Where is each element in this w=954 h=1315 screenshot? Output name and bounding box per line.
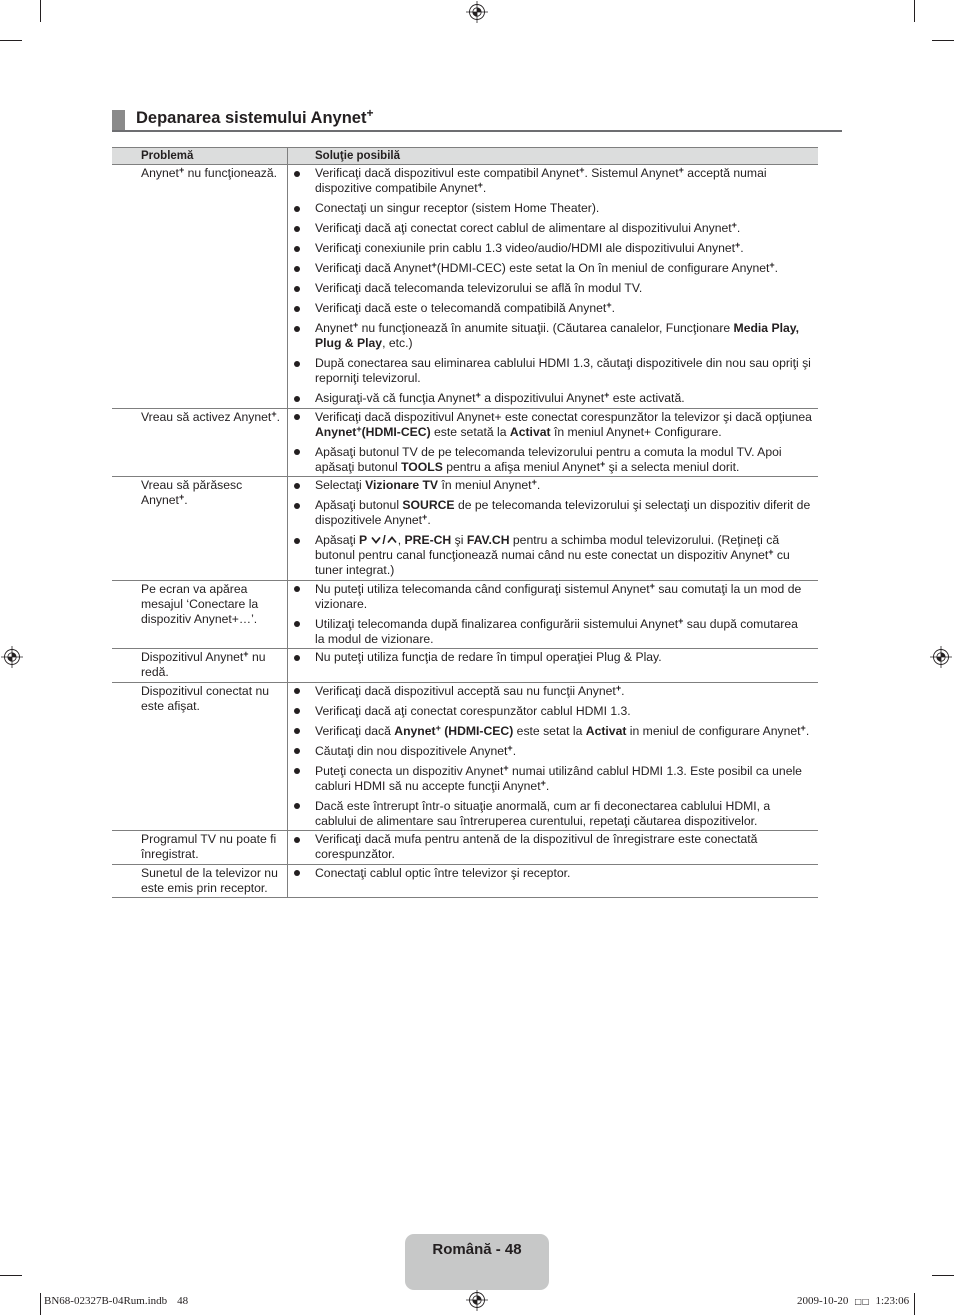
superscript-plus: + <box>422 512 428 522</box>
bullet-icon <box>294 483 300 489</box>
solution-item <box>288 241 818 256</box>
text-line <box>315 779 818 794</box>
solution-item <box>288 684 818 699</box>
text-run: . <box>736 221 741 235</box>
registration-mark-icon <box>466 1 488 23</box>
superscript-plus: + <box>606 300 612 310</box>
chevron-up-icon <box>387 536 397 544</box>
text-line <box>141 597 287 612</box>
text-run: Anynet <box>141 493 179 507</box>
text-run: Dacă este întrerupt într-o situaţie anormală, cum ar fi deconectarea cablului HDMI, a <box>315 798 771 813</box>
text-run: este setat la <box>513 723 586 738</box>
text-run: Apăsaţi butonul TV de pe telecomanda televizorului pentru a comuta la modul TV. Apoi <box>315 444 782 459</box>
text-line <box>315 460 818 475</box>
text-run: nu funcţionează în anumite situaţii. (Căutarea canalelor, Funcţionare <box>358 321 734 335</box>
text-run: acceptă numai <box>683 166 767 180</box>
superscript-plus: + <box>678 615 684 626</box>
text-run: . <box>482 181 487 195</box>
text-run: înregistrat. <box>141 847 199 861</box>
solution-item <box>288 617 818 647</box>
text-run: Verificaţi dacă mufa pentru antenă de la dispozitivul de înregistrare este conectată <box>315 832 758 846</box>
superscript-plus: + <box>735 240 741 250</box>
superscript-plus: + <box>352 320 359 330</box>
text-run: Căutaţi din nou dispozitivele Anynet <box>315 743 508 758</box>
text-line <box>141 493 287 508</box>
table-header <box>112 148 818 165</box>
text-line <box>315 799 818 814</box>
chevron-down-icon <box>371 536 381 544</box>
text-run: . Sistemul Anynet <box>584 166 679 180</box>
text-line <box>315 866 818 881</box>
text-run: . <box>774 261 779 275</box>
text-line <box>141 832 287 847</box>
text-run: Dispozitivul Anynet <box>141 650 244 664</box>
text-run: Verificaţi dacă aţi conectat corect cablul de alimentare al dispozitivului Anynet <box>315 221 732 235</box>
superscript-plus: + <box>731 220 737 230</box>
text-run: redă. <box>141 665 169 679</box>
solution-item <box>288 498 818 528</box>
text-run: Verificaţi conexiunile prin cablu 1.3 video/audio/HDMI ale dispozitivului Anynet <box>315 241 736 255</box>
text-run: tuner integrat.) <box>315 563 395 577</box>
text-run: dispozitiv Anynet+…’. <box>141 611 258 626</box>
text-run: Nu puteţi utiliza telecomanda când configuraţi sistemul Anynet <box>315 581 650 596</box>
text-run: corespunzător. <box>315 847 395 861</box>
solution-item <box>288 744 818 759</box>
bullet-icon <box>294 870 300 876</box>
text-line <box>315 832 818 847</box>
text-line <box>315 391 818 406</box>
text-line <box>315 301 818 316</box>
text-line <box>141 166 287 181</box>
superscript-plus: + <box>475 390 481 400</box>
text-run: a dispozitivului Anynet <box>480 391 605 405</box>
text-line <box>315 321 818 336</box>
superscript-plus: + <box>768 547 774 557</box>
bullet-icon <box>294 226 300 232</box>
text-run: de pe telecomanda televizorului şi selectaţi un dispozitiv diferit de <box>454 498 811 512</box>
crop-mark <box>0 40 22 41</box>
text-line <box>141 665 287 680</box>
problem-cell <box>112 831 287 864</box>
text-run: vizionare. <box>315 596 368 611</box>
bold-text: Plug & Play <box>315 336 383 350</box>
solution-item <box>288 281 818 296</box>
table-row <box>112 683 818 832</box>
text-run: Verificaţi dacă dispozitivul Anynet+ este conectat corespunzător la televizor şi dacă opţiunea <box>315 409 812 424</box>
solution-item <box>288 356 818 386</box>
text-line <box>315 410 818 425</box>
superscript-plus: + <box>540 777 546 788</box>
text-run: Vreau să activez Anynet <box>141 409 272 424</box>
page-title <box>136 107 373 129</box>
superscript-plus: + <box>615 682 622 693</box>
solution-item <box>288 166 818 196</box>
text-run: pentru a afişa meniul Anynet <box>442 459 601 474</box>
text-line <box>315 425 818 440</box>
solution-cell <box>287 649 818 682</box>
superscript-plus: + <box>604 390 610 400</box>
text-run: Anynet <box>315 321 353 335</box>
text-line <box>315 221 818 236</box>
text-run: Verificaţi dacă telecomanda televizorului se află în modul TV. <box>315 281 643 295</box>
crop-mark <box>932 1275 954 1276</box>
crop-mark <box>914 0 915 22</box>
page-title-superscript: + <box>366 106 374 120</box>
bold-text: Media Play, <box>733 321 800 335</box>
text-run: . <box>536 478 541 492</box>
text-line <box>315 513 818 528</box>
text-line <box>141 582 287 597</box>
bullet-icon <box>294 206 300 212</box>
imprint-file: BN68-02327B-04Rum.indb <box>44 1295 168 1307</box>
superscript-plus: + <box>649 580 655 591</box>
solution-item <box>288 764 818 794</box>
bold-text: Vizionare TV <box>365 478 439 492</box>
text-run: Apăsaţi <box>315 533 360 547</box>
title-rule <box>112 130 842 132</box>
superscript-plus: + <box>678 165 684 175</box>
bullet-icon <box>294 396 300 402</box>
troubleshooting-table <box>112 147 818 898</box>
imprint-page: 48 <box>177 1295 189 1307</box>
superscript-plus: + <box>503 762 509 773</box>
solution-cell <box>287 409 818 477</box>
crop-mark <box>40 0 41 22</box>
crop-mark <box>932 40 954 41</box>
text-run: . <box>184 493 188 507</box>
text-line <box>315 764 818 779</box>
text-run: Puteţi conecta un dispozitiv Anynet <box>315 763 504 778</box>
problem-cell <box>112 683 287 831</box>
solution-item <box>288 445 818 475</box>
text-line <box>141 881 287 896</box>
text-line <box>315 548 818 563</box>
text-line <box>315 582 818 597</box>
superscript-plus: + <box>271 408 277 419</box>
text-line <box>315 371 818 386</box>
bold-text: / <box>382 533 386 547</box>
bullet-icon <box>294 768 300 774</box>
bullet-icon <box>294 538 300 544</box>
problem-cell <box>112 409 287 477</box>
text-run: dispozitive compatibile Anynet <box>315 181 478 195</box>
text-run: Anynet <box>141 166 179 180</box>
text-line <box>315 241 818 256</box>
bullet-icon <box>294 586 300 592</box>
bullet-icon <box>294 361 300 367</box>
solution-cell <box>287 477 818 580</box>
crop-mark <box>40 1293 41 1315</box>
solution-item <box>288 724 818 739</box>
superscript-plus: + <box>431 260 437 270</box>
header-problem: Problemă <box>141 150 194 162</box>
bold-text: (HDMI-CEC) <box>361 424 431 439</box>
header-solution: Soluţie posibilă <box>287 148 818 164</box>
problem-cell <box>112 477 287 580</box>
text-line <box>141 478 287 493</box>
bullet-icon <box>294 621 300 627</box>
table-row <box>112 477 818 581</box>
text-line <box>141 866 287 881</box>
superscript-plus: + <box>579 165 585 175</box>
imprint-time: 1:23:06 <box>875 1295 910 1307</box>
text-run: este setată la <box>430 424 510 439</box>
solution-item <box>288 582 818 612</box>
imprint-glyphs: □□ <box>854 1297 870 1306</box>
text-run: numai utilizând cablul HDMI 1.3. Este posibil ca unele <box>508 763 802 778</box>
solution-item <box>288 201 818 216</box>
text-run: , <box>397 533 405 547</box>
bullet-icon <box>294 326 300 332</box>
bold-text: P <box>359 533 371 547</box>
superscript-plus: + <box>800 722 806 733</box>
text-line <box>315 847 818 862</box>
text-line <box>141 847 287 862</box>
text-line <box>315 744 818 759</box>
text-run: Apăsaţi butonul <box>315 498 403 512</box>
bullet-icon <box>294 708 300 714</box>
imprint-file-line <box>44 1294 188 1308</box>
title-marker <box>112 110 125 131</box>
table-row <box>112 865 818 899</box>
registration-mark-icon <box>930 646 952 668</box>
crop-mark <box>914 1293 915 1315</box>
text-line <box>141 410 287 425</box>
text-run: este activată. <box>609 391 685 405</box>
text-run: Verificaţi dacă <box>315 723 395 738</box>
solution-cell <box>287 683 818 831</box>
text-run: . <box>805 723 810 738</box>
text-run: cablului de alimentare sau întreruperea curentului, repetaţi căutarea dispozitivelor. <box>315 813 758 828</box>
bullet-icon <box>294 171 300 177</box>
crop-mark <box>0 1275 22 1276</box>
text-run: mesajul ‘Conectare la <box>141 596 259 611</box>
bold-text: (HDMI-CEC) <box>440 723 514 738</box>
bold-text: Anynet <box>394 723 436 738</box>
bullet-icon <box>294 837 300 843</box>
text-line <box>315 356 818 371</box>
superscript-plus: + <box>600 458 606 469</box>
page-title-text: Depanarea sistemului Anynet <box>136 109 367 127</box>
solution-item <box>288 704 818 719</box>
text-line <box>315 563 818 578</box>
text-line <box>315 617 818 632</box>
text-run: Verificaţi dacă dispozitivul acceptă sau nu funcţii Anynet <box>315 683 616 698</box>
text-line <box>315 261 818 276</box>
page-number-label: Română - 48 <box>432 1241 522 1258</box>
solution-item <box>288 866 818 881</box>
bold-text: SOURCE <box>402 498 455 512</box>
text-run: Conectaţi un singur receptor (sistem Home Theater). <box>315 201 600 215</box>
bullet-icon <box>294 306 300 312</box>
text-run: şi <box>451 533 467 547</box>
solution-item <box>288 301 818 316</box>
superscript-plus: + <box>531 477 537 487</box>
text-run: este emis prin receptor. <box>141 880 268 895</box>
text-run: în meniul Anynet <box>438 478 532 492</box>
text-run: . <box>545 778 550 793</box>
table-body <box>112 165 818 898</box>
text-line <box>315 650 818 665</box>
problem-cell <box>112 649 287 682</box>
text-run: Conectaţi cablul optic între televizor şi receptor. <box>315 865 571 880</box>
text-run: . <box>512 743 517 758</box>
solution-cell <box>287 831 818 864</box>
text-run: dispozitivele Anynet <box>315 513 423 527</box>
text-run: . <box>427 513 431 527</box>
bullet-icon <box>294 503 300 509</box>
bullet-icon <box>294 803 300 809</box>
imprint-date: 2009-10-20 <box>797 1295 849 1307</box>
solution-item <box>288 321 818 351</box>
problem-cell <box>112 865 287 898</box>
text-line <box>315 597 818 612</box>
bold-text: Activat <box>585 723 627 738</box>
text-run: (HDMI-CEC) este setat la On în meniul de configurare Anynet <box>436 261 770 275</box>
text-run: . <box>621 683 625 698</box>
bullet-icon <box>294 414 300 420</box>
bullet-icon <box>294 728 300 734</box>
superscript-plus: + <box>477 180 483 190</box>
solution-cell <box>287 865 818 898</box>
text-run: pentru a schimba modul televizorului. (Reţineţi că <box>509 533 780 547</box>
text-run: Verificaţi dacă este o telecomandă compatibilă Anynet <box>315 301 607 315</box>
registration-mark-icon <box>466 1289 488 1311</box>
bullet-icon <box>294 246 300 252</box>
text-run: , etc.) <box>382 336 413 350</box>
solution-cell <box>287 165 818 408</box>
text-run: Programul TV nu poate fi <box>141 832 277 846</box>
bullet-icon <box>294 449 300 455</box>
text-line <box>315 632 818 647</box>
text-run: După conectarea sau eliminarea cablului HDMI 1.3, căutaţi dispozitivele din nou sau opriţi şi <box>315 356 811 370</box>
superscript-plus: + <box>178 165 185 175</box>
text-run: Nu puteţi utiliza funcţia de redare în timpul operaţiei Plug & Play. <box>315 650 662 664</box>
text-line <box>315 478 818 493</box>
text-line <box>315 814 818 829</box>
text-run: Sunetul de la televizor nu <box>141 865 278 880</box>
bullet-icon <box>294 748 300 754</box>
solution-cell <box>287 581 818 649</box>
table-row <box>112 409 818 478</box>
solution-item <box>288 478 818 493</box>
text-run: Verificaţi dacă Anynet <box>315 261 432 275</box>
bullet-icon <box>294 655 300 661</box>
solution-item <box>288 533 818 578</box>
text-run: şi a selecta meniul dorit. <box>605 459 740 474</box>
text-run: este afişat. <box>141 698 200 713</box>
bullet-icon <box>294 286 300 292</box>
solution-item <box>288 799 818 829</box>
problem-cell <box>112 581 287 649</box>
text-line <box>315 445 818 460</box>
text-line <box>141 650 287 665</box>
text-line <box>315 704 818 719</box>
text-run: in meniul de configurare Anynet <box>626 723 801 738</box>
text-run: Verificaţi dacă aţi conectat corespunzător cablul HDMI 1.3. <box>315 703 631 718</box>
text-line <box>315 684 818 699</box>
text-run: Utilizaţi telecomanda după finalizarea configurării sistemului Anynet <box>315 616 679 631</box>
table-row <box>112 581 818 650</box>
problem-cell <box>112 165 287 408</box>
registration-mark-icon <box>1 646 23 668</box>
superscript-plus: + <box>507 742 513 753</box>
text-run: Vreau să părăsesc <box>141 478 243 492</box>
solution-item <box>288 832 818 862</box>
superscript-plus: + <box>178 492 185 502</box>
superscript-plus: + <box>243 649 249 659</box>
text-run: butonul pentru canal funcţionează numai când nu este conectat un dispozitiv Anynet <box>315 548 769 562</box>
solution-item <box>288 410 818 440</box>
text-run: cu <box>773 548 790 562</box>
table-row <box>112 165 818 409</box>
text-line <box>141 612 287 627</box>
solution-item <box>288 391 818 406</box>
superscript-plus: + <box>435 722 441 733</box>
bold-text: Anynet <box>315 424 357 439</box>
text-run: Dispozitivul conectat nu <box>141 683 270 698</box>
text-line <box>315 498 818 513</box>
text-run: . <box>740 241 744 255</box>
solution-item <box>288 221 818 236</box>
text-run: reporniţi televizorul. <box>315 371 421 385</box>
text-run: . <box>611 301 615 315</box>
bold-text: PRE-CH <box>404 533 452 547</box>
superscript-plus: + <box>356 423 362 434</box>
text-line <box>315 724 818 739</box>
solution-item <box>288 261 818 276</box>
text-run: Verificaţi dacă dispozitivul este compatibil Anynet <box>315 166 580 180</box>
superscript-plus: + <box>769 260 775 270</box>
text-line <box>315 336 818 351</box>
bold-text: TOOLS <box>401 459 443 474</box>
text-line <box>315 166 818 181</box>
text-run: sau comutaţi la un mod de <box>654 581 802 596</box>
table-row <box>112 649 818 683</box>
text-run: apăsaţi butonul <box>315 459 402 474</box>
text-run: nu funcţionează. <box>184 166 278 180</box>
text-run: cabluri HDMI să nu accepte funcţii Anynet <box>315 778 541 793</box>
text-run: la modul de vizionare. <box>315 631 434 646</box>
text-run: . <box>276 409 280 424</box>
bold-text: FAV.CH <box>466 533 510 547</box>
text-line <box>141 684 287 699</box>
text-line <box>315 281 818 296</box>
table-row <box>112 831 818 865</box>
text-run: în meniul Anynet+ Configurare. <box>550 424 722 439</box>
text-line <box>315 181 818 196</box>
text-line <box>315 533 818 548</box>
text-run: nu <box>248 650 266 664</box>
page-number-box <box>405 1234 549 1290</box>
text-run: sau după comutarea <box>683 616 798 631</box>
bullet-icon <box>294 688 300 694</box>
text-run: Asiguraţi-vă că funcţia Anynet <box>315 391 476 405</box>
solution-item <box>288 650 818 665</box>
text-run: Pe ecran va apărea <box>141 581 248 596</box>
bold-text: Activat <box>509 424 551 439</box>
bullet-icon <box>294 266 300 272</box>
text-line <box>141 699 287 714</box>
text-line <box>315 201 818 216</box>
imprint-date-line <box>797 1294 909 1309</box>
text-run: Selectaţi <box>315 478 366 492</box>
